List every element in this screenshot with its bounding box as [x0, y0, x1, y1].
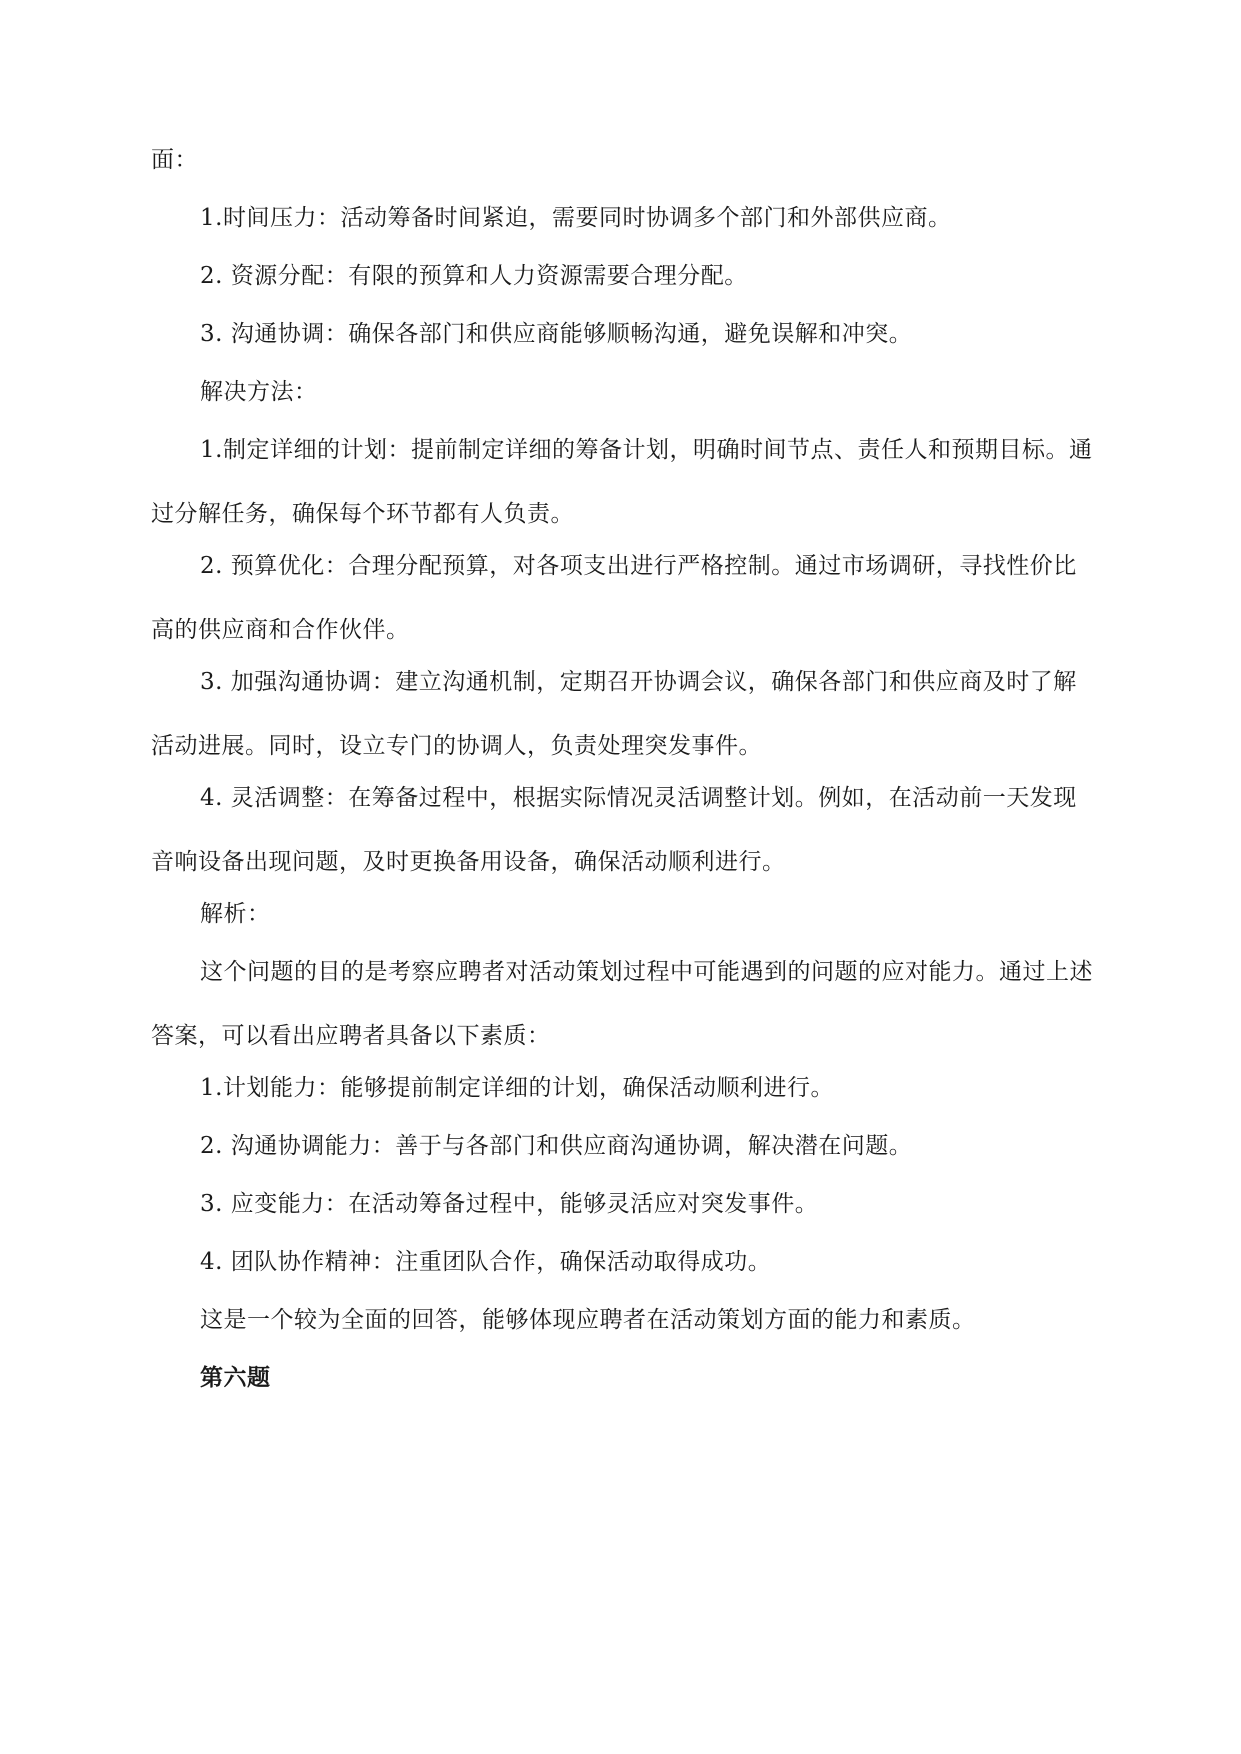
paragraph-analysis-intro: 这个问题的目的是考察应聘者对活动策划过程中可能遇到的问题的应对能力。通过上述答案，可以看出应聘者具备以下素质： — [151, 959, 1093, 1049]
paragraph-solutions-heading: 解决方法： — [200, 379, 318, 405]
paragraph-summary: 这是一个较为全面的回答，能够体现应聘者在活动策划方面的能力和素质。 — [200, 1307, 976, 1333]
paragraph-solution-communication: 3. 加强沟通协调：建立沟通机制，定期召开协调会议，确保各部门和供应商及时了解活动进展。同时，设立专门的协调人，负责处理突发事件。 — [151, 669, 1077, 759]
paragraph-challenge-resources: 2. 资源分配：有限的预算和人力资源需要合理分配。 — [200, 263, 748, 289]
paragraph-analysis-heading: 解析： — [200, 901, 271, 927]
paragraph-quality-communication: 2. 沟通协调能力：善于与各部门和供应商沟通协调，解决潜在问题。 — [200, 1133, 913, 1159]
paragraph-challenge-communication: 3. 沟通协调：确保各部门和供应商能够顺畅沟通，避免误解和冲突。 — [200, 321, 913, 347]
paragraph-continuation: 面： — [151, 147, 198, 173]
paragraph-challenge-time: 1.时间压力：活动筹备时间紧迫，需要同时协调多个部门和外部供应商。 — [200, 205, 952, 231]
paragraph-solution-budget: 2. 预算优化：合理分配预算，对各项支出进行严格控制。通过市场调研，寻找性价比高的供应商和合作伙伴。 — [151, 553, 1077, 643]
paragraph-solution-plan: 1.制定详细的计划：提前制定详细的筹备计划，明确时间节点、责任人和预期目标。通过分解任务，确保每个环节都有人负责。 — [151, 437, 1093, 527]
paragraph-quality-adaptability: 3. 应变能力：在活动筹备过程中，能够灵活应对突发事件。 — [200, 1191, 819, 1217]
paragraph-quality-teamwork: 4. 团队协作精神：注重团队合作，确保活动取得成功。 — [200, 1249, 772, 1275]
section-heading-question-six: 第六题 — [200, 1364, 271, 1391]
paragraph-quality-planning: 1.计划能力：能够提前制定详细的计划，确保活动顺利进行。 — [200, 1075, 834, 1101]
paragraph-solution-flexibility: 4. 灵活调整：在筹备过程中，根据实际情况灵活调整计划。例如，在活动前一天发现音响设备出现问题，及时更换备用设备，确保活动顺利进行。 — [151, 785, 1077, 875]
